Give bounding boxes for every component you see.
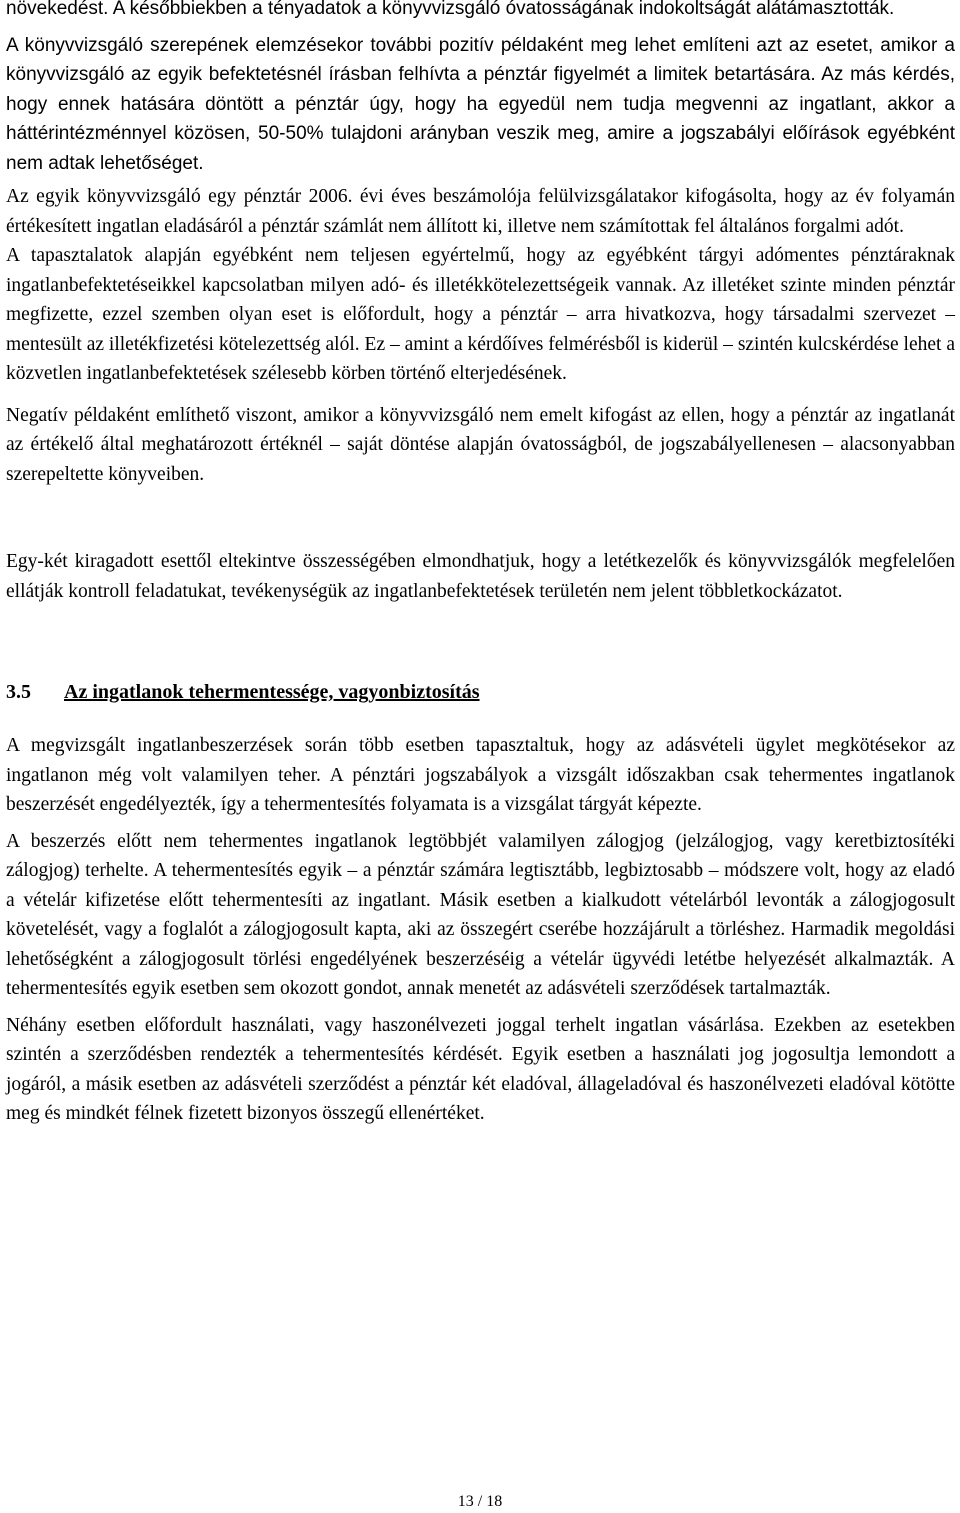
paragraph-7: A megvizsgált ingatlanbeszerzések során több esetben tapasztaltuk, hogy az adásvételi ügylet megkötésekor az ingatlanon még volt valamilyen teher. A pénztári jogszabályok a vizsgált időszakban csak tehermentes ingatlanok beszerzését engedélyezték, így a tehermentesítés folyamata is a vizsgálat tárgyát képezte. (6, 735, 955, 815)
section-heading (6, 677, 955, 707)
paragraph-6: Egy-két kiragadott esettől eltekintve összességében elmondhatjuk, hogy a letétkezelők és könyvvizsgálók megfelelően ellátják kontroll feladatukat, tevékenységük az ingatlanbefektetések területén nem jelent többletkockázatot. (6, 551, 955, 602)
paragraph-5: Negatív példaként említhető viszont, amikor a könyvvizsgáló nem emelt kifogást az ellen, hogy a pénztár az ingatlanát az értékelő által meghatározott értéknél – saját döntése alapján óvatosságból, de jogszabályellenesen – alacsonyabban szerepeltette könyveiben. (6, 404, 955, 485)
page-number: 13 / 18 (457, 1493, 503, 1510)
paragraph-1: növekedést. A későbbiekben a tényadatok a könyvvizsgáló óvatosságának indokoltságát alátámasztották. (6, 0, 895, 19)
section-number: 3.5 (6, 681, 31, 703)
section-title: Az ingatlanok tehermentessége, vagyonbiztosítás (64, 681, 480, 703)
paragraph-2: A könyvvizsgáló szerepének elemzésekor további pozitív példaként meg lehet említeni azt az esetet, amikor a könyvvizsgáló az egyik befektetésnél írásban felhívta a pénztár figyelmét a limitek betartására. Az más kérdés, hogy ennek hatására döntött a pénztár úgy, hogy ha egyedül nem tudja megvenni az ingatlant, akkor a háttérintézménnyel közösen, 50-50% tulajdoni arányban veszik meg, amire a jogszabályi előírások egyébként nem adtak lehetőséget. (6, 34, 955, 174)
paragraph-9: Néhány esetben előfordult használati, vagy haszonélvezeti joggal terhelt ingatlan vásárlása. Ezekben az esetekben szintén a szerződésben rendezték a tehermentesítés kérdését. Egyik esetben a használati jog jogosultja lemondott a jogáról, a másik esetben az adásvételi szerződést a pénztár két eladóval, állageladóval és haszonélvezeti eladóval kötötte meg és mindkét félnek fizetett bizonyos összegű ellenértéket. (6, 1014, 955, 1124)
paragraph-3: Az egyik könyvvizsgáló egy pénztár 2006. évi éves beszámolója felülvizsgálatakor kifogásolta, hogy az év folyamán értékesített ingatlan eladásáról a pénztár számlát nem állított ki, illetve nem számítottak fel általános forgalmi adót. (6, 186, 955, 237)
document-page (6, 0, 955, 1129)
paragraph-4: A tapasztalatok alapján egyébként nem teljesen egyértelmű, hogy az egyébként tárgyi adómentes pénztáraknak ingatlanbefektetéseikkel kapcsolatban milyen adó- és illetékkötelezettségeik vannak. Az illetéket szinte minden pénztár megfizette, ezzel szemben olyan eset is előfordult, hogy a pénztár – arra hivatkozva, hogy társadalmi szervezet – mentesült az illetékfizetési kötelezettség alól. Ez – amint a kérdőíves felmérésből is kiderül – szintén kulcskérdése lehet a közvetlen ingatlanbefektetések szélesebb körben történő elterjedésének. (6, 245, 955, 384)
paragraph-8: A beszerzés előtt nem tehermentes ingatlanok legtöbbjét valamilyen zálogjog (jelzálogjog, vagy keretbiztosítéki zálogjog) terhelte. A tehermentesítés egyik – a pénztár számára legtisztább, legbiztosabb – módszere volt, hogy az eladó a vételár kifizetése előtt tehermentesíti az ingatlant. Másik esetben a kialkudott vételárból levonták a zálogjogosult követelését, vagy a foglalót a zálogjogosult kapta, aki az összegért cserébe hozzájárult a törléshez. Harmadik megoldási lehetőségként a zálogjogosult törlési engedélyének beszerzéséig a vételár ügyvédi letétbe helyezését alkalmazták. A tehermentesítés egyik esetben sem okozott gondot, annak menetét az adásvételi szerződések tartalmazták. (6, 830, 955, 999)
